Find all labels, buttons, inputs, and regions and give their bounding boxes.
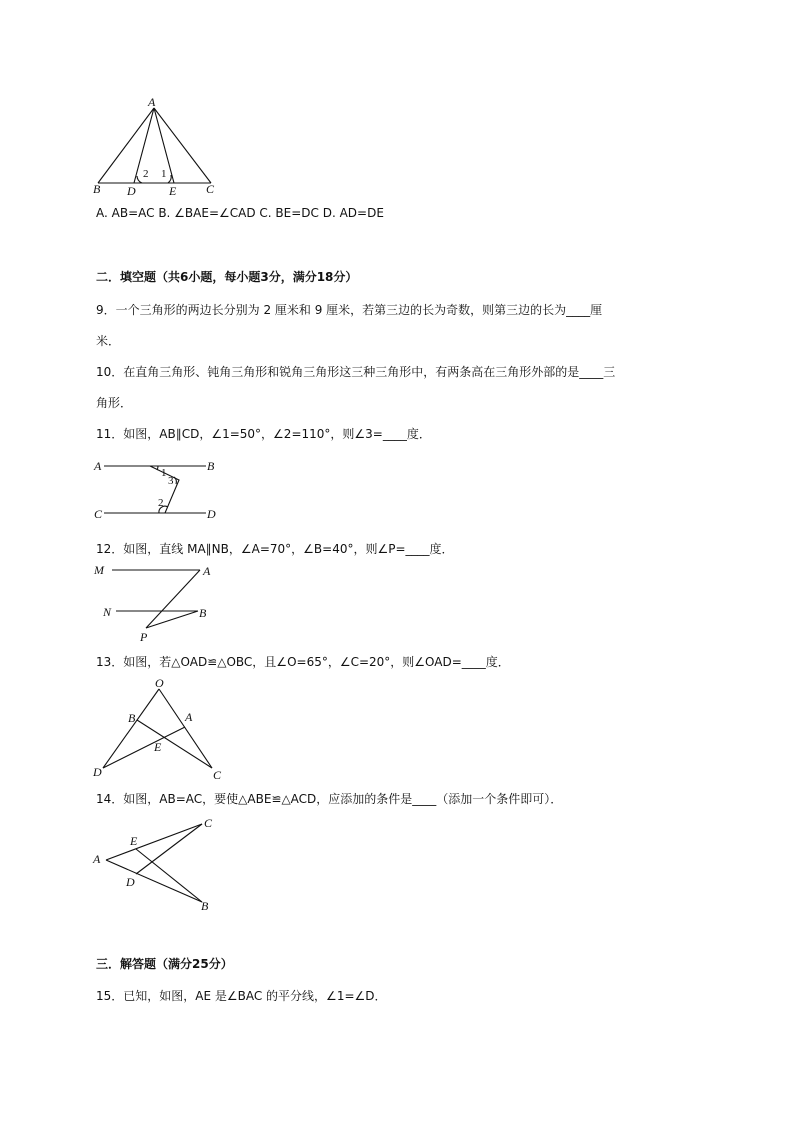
label-e: E	[130, 834, 138, 848]
q12-text: 12．如图，直线 MA∥NB，∠A=70°，∠B=40°，则∠P=____度．	[96, 542, 454, 556]
label-a: A	[203, 564, 211, 578]
label-a: A	[185, 710, 193, 724]
label-a: A	[148, 95, 156, 109]
q9-line2: 米．	[96, 334, 121, 348]
angle-2-label: 2	[158, 497, 164, 509]
q13-congruent-triangles-figure	[90, 675, 230, 783]
label-c: C	[213, 768, 222, 782]
label-e: E	[169, 184, 177, 198]
q14-text: 14．如图，AB=AC，要使△ABE≌△ACD，应添加的条件是____（添加一个条件即可）．	[96, 792, 563, 806]
angle-1-label: 1	[161, 168, 167, 180]
section-2-title: 二．填空题（共6小题，每小题3分，满分18分）	[96, 270, 358, 284]
angle-3-label: 3	[168, 475, 174, 487]
q12-parallel-lines-figure	[90, 562, 230, 648]
label-e: E	[154, 740, 162, 754]
q10-line1: 10．在直角三角形、钝角三角形和锐角三角形这三种三角形中，有两条高在三角形外部的是____三	[96, 365, 616, 379]
label-c: C	[94, 507, 103, 521]
label-a: A	[93, 852, 101, 866]
label-n: N	[103, 605, 112, 619]
label-a: A	[94, 459, 102, 473]
label-c: C	[206, 182, 215, 196]
label-c: C	[204, 816, 213, 830]
q11-text: 11．如图，AB∥CD，∠1=50°，∠2=110°，则∠3=____度．	[96, 427, 431, 441]
label-d: D	[207, 507, 216, 521]
label-m: M	[94, 563, 104, 577]
q14-congruent-triangles-figure	[90, 812, 230, 916]
angle-2-label: 2	[143, 168, 149, 180]
label-b: B	[201, 899, 209, 913]
label-b: B	[128, 711, 136, 725]
label-b: B	[199, 606, 207, 620]
label-d: D	[126, 875, 135, 889]
label-d: D	[127, 184, 136, 198]
q8-triangle-figure	[90, 92, 230, 200]
q15-text: 15．已知，如图，AE 是∠BAC 的平分线，∠1=∠D．	[96, 989, 387, 1003]
q10-line2: 角形．	[96, 396, 133, 410]
label-b: B	[207, 459, 215, 473]
section-3-title: 三．解答题（满分25分）	[96, 957, 233, 971]
q13-text: 13．如图，若△OAD≌△OBC，且∠O=65°，∠C=20°，则∠OAD=____度．	[96, 655, 510, 669]
q11-parallel-lines-figure	[90, 456, 230, 522]
q8-options: A. AB=AC B. ∠BAE=∠CAD C. BE=DC D. AD=DE	[96, 206, 384, 220]
angle-1-label: 1	[161, 467, 167, 479]
q9-line1: 9．一个三角形的两边长分别为 2 厘米和 9 厘米，若第三边的长为奇数，则第三边的长为____厘	[96, 303, 603, 317]
label-b: B	[93, 182, 101, 196]
label-p: P	[140, 630, 148, 644]
label-d: D	[93, 765, 102, 779]
label-o: O	[155, 676, 164, 690]
